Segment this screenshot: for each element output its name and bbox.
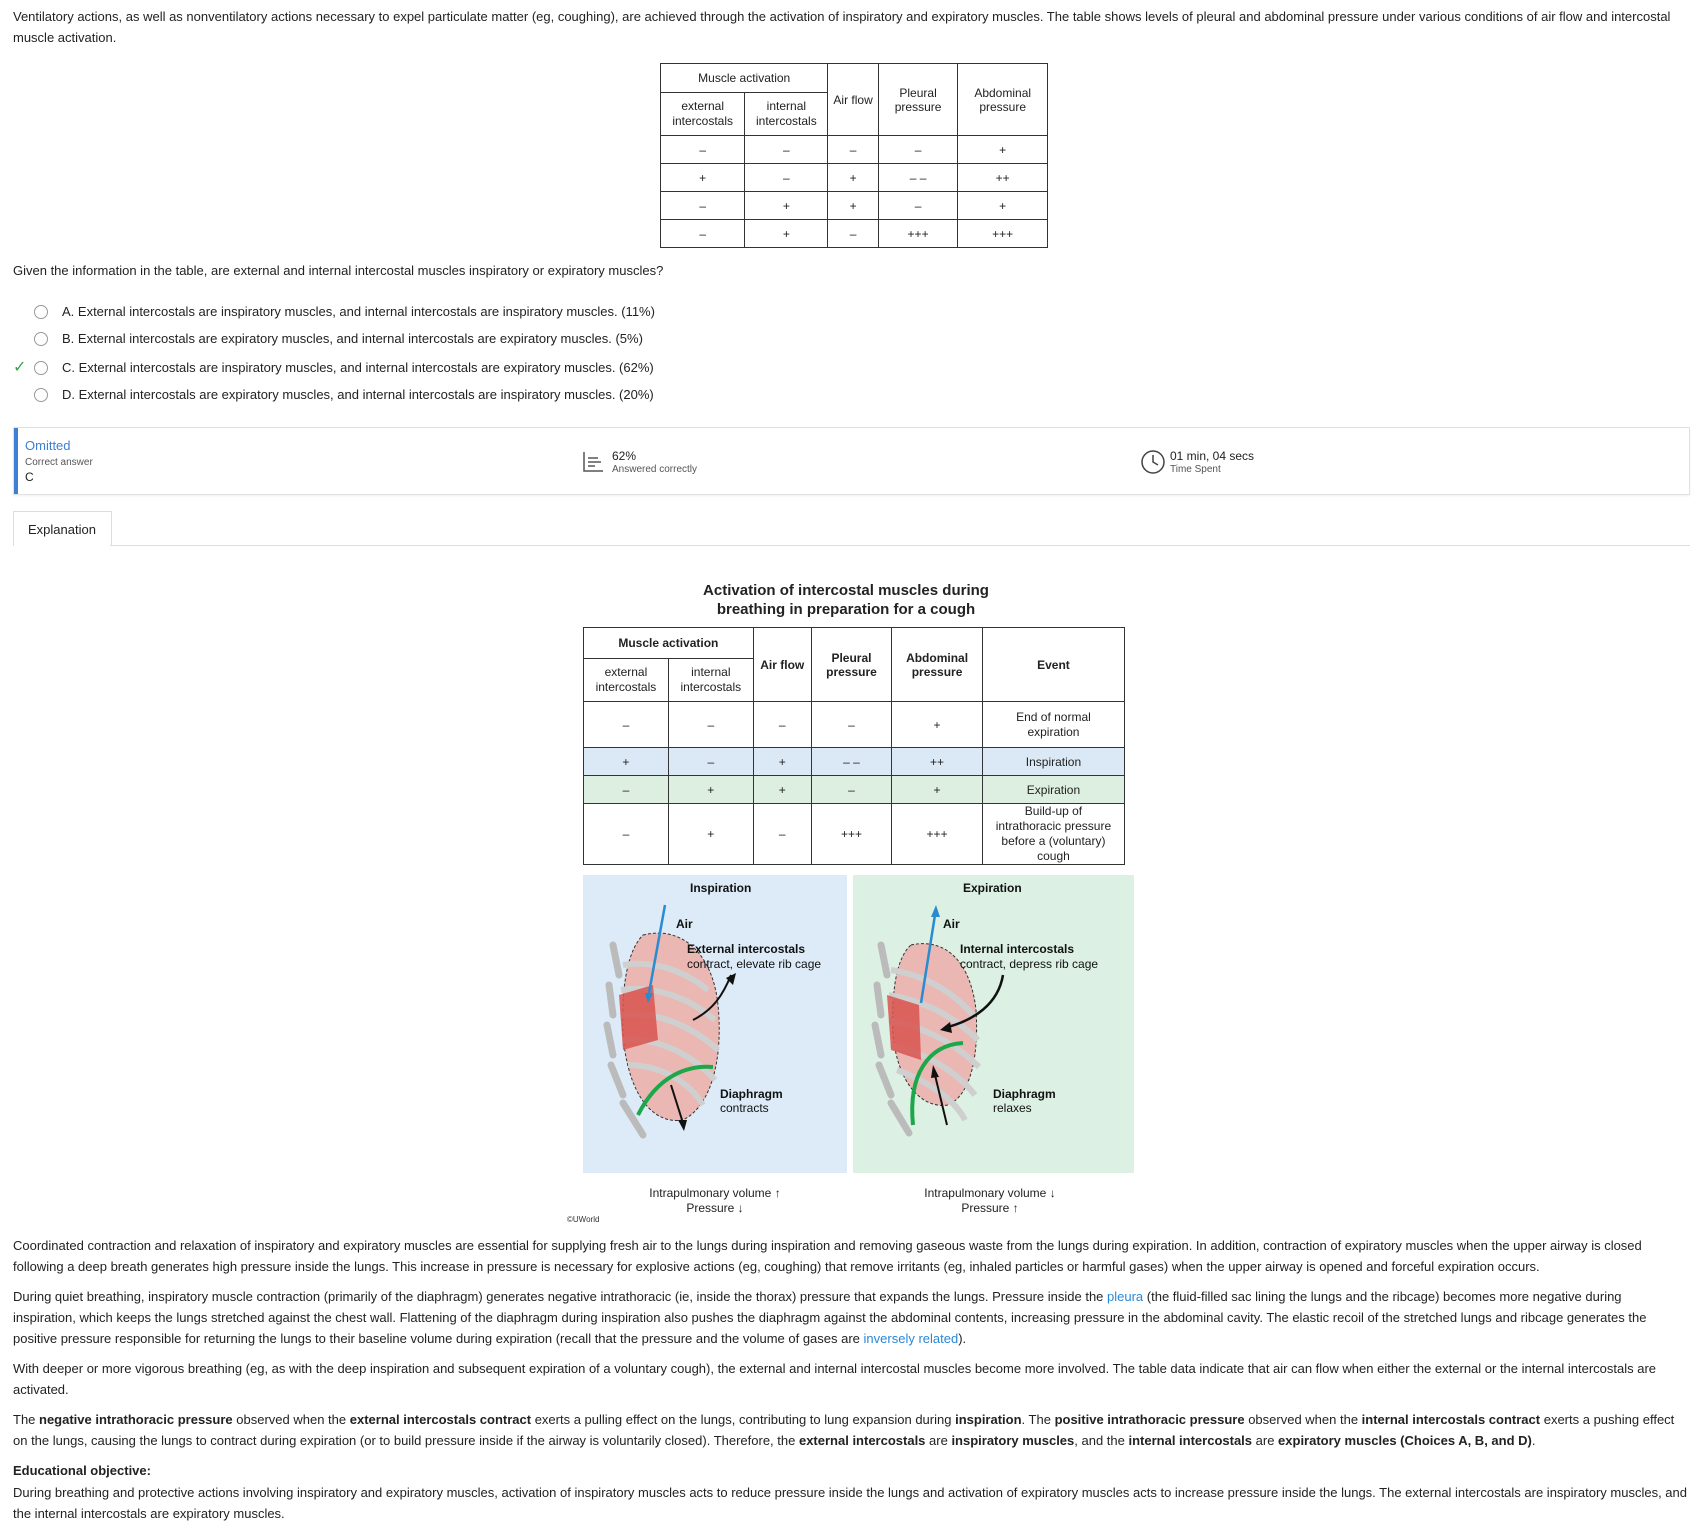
choice-text: D. External intercostals are expiratory muscles, and internal intercostals are inspiratory muscles. (20%) [62, 387, 654, 402]
percent-correct: 62% [612, 449, 637, 463]
diaphragm-label: Diaphragm [720, 1087, 783, 1101]
table-cell: + [668, 804, 753, 865]
table-cell: – [661, 192, 745, 220]
ribcage-illustration [583, 875, 847, 1173]
text-run: exerts a pulling effect on the lungs, contributing to lung expansion during [531, 1412, 956, 1427]
figure-title-line: breathing in preparation for a cough [716, 601, 976, 618]
question-stem: Ventilatory actions, as well as nonventilatory actions necessary to expel particulate matter (eg, coughing), are achieved through the activation of inspiratory and expiratory muscles. The table shows levels of pleural and abdominal pressure under various conditions of air flow and intercostal muscle activation. [13, 9, 1671, 45]
choice-text: A. External intercostals are inspiratory muscles, and internal intercostals are inspiratory muscles. (11%) [62, 304, 655, 319]
air-label: Air [676, 917, 693, 931]
air-flow-header: Air flow [828, 64, 878, 136]
result-bar [13, 427, 1690, 495]
table-cell: + [753, 776, 811, 804]
internal-intercostals-header: internal intercostals [745, 93, 828, 136]
explanation-paragraph [13, 1409, 1688, 1451]
muscle-activation-header: Muscle activation [584, 628, 754, 659]
explanation-paragraph: With deeper or more vigorous breathing (eg, as with the deep inspiration and subsequent expiration of a voluntary cough), the external and internal intercostal muscles become more involved. The table data indicate that air can flow when either the external or the internal intercostals are activated. [13, 1361, 1657, 1397]
expiration-title: Expiration [963, 881, 1022, 895]
table-cell: ++ [958, 164, 1048, 192]
table-cell: + [661, 164, 745, 192]
table-cell: – [811, 702, 891, 748]
radio-button[interactable] [34, 305, 48, 319]
pleural-pressure-header: Pleural pressure [878, 64, 958, 136]
bold-run: internal intercostals contract [1361, 1412, 1541, 1427]
abdominal-pressure-header: Abdominal pressure [892, 628, 983, 702]
pleural-pressure-header: Pleural pressure [811, 628, 891, 702]
table-cell: – [584, 776, 669, 804]
diaphragm-label: Diaphragm [993, 1087, 1056, 1101]
radio-button[interactable] [34, 332, 48, 346]
bold-run: external intercostals [798, 1433, 926, 1448]
event-cell: End of normal expiration [982, 702, 1124, 748]
bold-run: inspiration [955, 1412, 1022, 1427]
correct-answer-value: C [25, 470, 34, 484]
text-run: are [925, 1433, 952, 1448]
result-accent [14, 428, 18, 494]
table-row [661, 220, 1048, 248]
air-flow-header: Air flow [753, 628, 811, 702]
tab-explanation[interactable] [13, 511, 112, 546]
choice-b[interactable] [34, 331, 643, 346]
table-cell: – [811, 776, 891, 804]
text-run: . [1531, 1433, 1536, 1448]
inspiration-panel [583, 875, 847, 1173]
table-cell: + [745, 192, 828, 220]
table-cell: + [753, 748, 811, 776]
diaphragm-action: contracts [720, 1101, 769, 1115]
table-cell: – [878, 192, 958, 220]
text-run: During quiet breathing, inspiratory muscle contraction (primarily of the diaphragm) generates negative intrathoracic (ie, inside the thorax) pressure that expands the lungs. Pressure inside the [13, 1289, 1108, 1304]
muscle-activation-header: Muscle activation [661, 64, 828, 93]
inversely-related-link[interactable]: inversely related [863, 1331, 959, 1346]
choice-text: C. External intercostals are inspiratory muscles, and internal intercostals are expiratory muscles. (62%) [62, 360, 654, 375]
table-cell: – [828, 220, 878, 248]
table-cell: + [745, 220, 828, 248]
bold-run: internal intercostals [1128, 1433, 1253, 1448]
bold-run: negative intrathoracic pressure [39, 1412, 233, 1427]
text-run: ). [958, 1331, 967, 1346]
bold-run: positive intrathoracic pressure [1054, 1412, 1245, 1427]
event-cell: Expiration [982, 776, 1124, 804]
external-intercostals-header: external intercostals [661, 93, 745, 136]
check-icon: ✓ [13, 359, 27, 376]
result-status: Omitted [25, 438, 71, 453]
table-row [661, 136, 1048, 164]
radio-button[interactable] [34, 361, 48, 375]
text-run: exerts a pushing effect on the lungs, causing the lungs to contract during expiration (or to build pressure inside if the airway is voluntarily closed). Therefore, the [13, 1412, 1675, 1448]
table-cell: + [828, 164, 878, 192]
choice-d[interactable] [34, 387, 654, 402]
table-row [584, 702, 1125, 748]
table-cell: +++ [958, 220, 1048, 248]
event-header: Event [982, 628, 1124, 702]
table-cell: – [878, 136, 958, 164]
text-run: are [1252, 1433, 1279, 1448]
explanation-paragraph [13, 1286, 1688, 1349]
text-run: The [13, 1412, 40, 1427]
percent-correct-label: Answered correctly [612, 464, 698, 475]
table-cell: – – [878, 164, 958, 192]
time-spent-label: Time Spent [1170, 464, 1221, 475]
volume-caption: Intrapulmonary volume ↓ [924, 1186, 1056, 1200]
question-text: Given the information in the table, are external and internal intercostal muscles inspiratory or expiratory muscles? [13, 263, 664, 278]
air-label: Air [943, 917, 960, 931]
figure-title [596, 581, 1096, 619]
explanation-paragraph: Coordinated contraction and relaxation of inspiratory and expiratory muscles are essential for supplying fresh air to the lungs during inspiration and removing gaseous waste from the lungs during expiration. In addition, contraction of expiratory muscles when the upper airway is closed following a deep breath generates high pressure inside the lungs. This increase in pressure is necessary for explosive actions (eg, coughing) that remove irritants (eg, inhaled particles or harmful gases) when the upper airway is opened and forceful expiration occurs. [13, 1238, 1642, 1274]
table-row [584, 804, 1125, 865]
table-row-expiration [584, 776, 1125, 804]
table-cell: – – [811, 748, 891, 776]
table-cell: – [661, 136, 745, 164]
diaphragm-action: relaxes [993, 1101, 1032, 1115]
expiration-caption [895, 1186, 1085, 1216]
text-run: , and the [1074, 1433, 1129, 1448]
table-cell: – [584, 804, 669, 865]
table-cell: + [958, 136, 1048, 164]
table-cell: – [753, 702, 811, 748]
ribcage-illustration [853, 875, 1134, 1173]
radio-button[interactable] [34, 388, 48, 402]
table-cell: + [958, 192, 1048, 220]
bold-run: external intercostals contract [349, 1412, 532, 1427]
external-intercostals-label: External intercostals [687, 942, 806, 956]
copyright: ©UWorld [567, 1215, 600, 1224]
table-cell: + [668, 776, 753, 804]
text-run: observed when the [1244, 1412, 1362, 1427]
external-intercostals-header: external intercostals [584, 659, 669, 702]
table-cell: + [892, 702, 983, 748]
objective-title: Educational objective: [13, 1463, 151, 1478]
time-spent: 01 min, 04 secs [1170, 449, 1255, 463]
text-run: . The [1021, 1412, 1055, 1427]
clock-icon [1140, 449, 1166, 475]
tab-label: Explanation [28, 522, 96, 537]
bold-run: inspiratory muscles [951, 1433, 1075, 1448]
table-cell: +++ [892, 804, 983, 865]
table-cell: + [892, 776, 983, 804]
table-cell: + [828, 192, 878, 220]
question-table [660, 63, 1048, 248]
choice-a[interactable] [34, 304, 655, 319]
figure-table [583, 627, 1125, 865]
volume-caption: Intrapulmonary volume ↑ [649, 1186, 781, 1200]
inspiration-caption [620, 1186, 810, 1216]
table-cell: – [668, 702, 753, 748]
table-row-inspiration [584, 748, 1125, 776]
event-cell: Inspiration [982, 748, 1124, 776]
internal-intercostals-header: internal intercostals [668, 659, 753, 702]
table-cell: – [584, 702, 669, 748]
pressure-caption: Pressure ↓ [686, 1201, 744, 1215]
bold-run: expiratory muscles (Choices A, B, and D) [1278, 1433, 1532, 1448]
objective-text: During breathing and protective actions involving inspiratory and expiratory muscles, activation of inspiratory muscles acts to reduce pressure inside the lungs and activation of expiratory muscles acts to increase pressure inside the lungs. The external intercostals are inspiratory muscles, and the internal intercostals are expiratory muscles. [13, 1485, 1687, 1521]
abdominal-pressure-header: Abdominal pressure [958, 64, 1048, 136]
table-cell: – [745, 164, 828, 192]
choice-text: B. External intercostals are expiratory muscles, and internal intercostals are expiratory muscles. (5%) [62, 331, 643, 346]
figure-title-line: Activation of intercostal muscles during [703, 582, 989, 599]
text-run: observed when the [232, 1412, 350, 1427]
table-cell: ++ [892, 748, 983, 776]
table-cell: +++ [878, 220, 958, 248]
choice-c[interactable] [34, 360, 654, 375]
bar-chart-icon [581, 450, 605, 474]
table-cell: – [668, 748, 753, 776]
table-cell: +++ [811, 804, 891, 865]
pressure-caption: Pressure ↑ [961, 1201, 1019, 1215]
tab-divider [110, 545, 1690, 546]
external-intercostals-action: contract, elevate rib cage [687, 957, 822, 971]
table-row [661, 192, 1048, 220]
expiration-panel [853, 875, 1134, 1173]
table-cell: – [753, 804, 811, 865]
correct-answer-label: Correct answer [25, 457, 93, 468]
table-cell: – [828, 136, 878, 164]
pleura-link[interactable]: pleura [1107, 1289, 1144, 1304]
text-run: (the fluid-filled sac lining the lungs and the ribcage) becomes more negative during inspiration, which keeps the lungs stretched against the chest wall. Flattening of the diaphragm during inspiration also pushes the diaphragm against the abdominal contents, increasing pressure in the abdominal cavity. The elastic recoil of the stretched lungs and ribcage generates the positive pressure responsible for returning the lungs to their baseline volume during expiration (recall that the pressure and the volume of gases are [13, 1289, 1647, 1346]
table-cell: – [661, 220, 745, 248]
table-row [661, 164, 1048, 192]
table-cell: – [745, 136, 828, 164]
inspiration-title: Inspiration [690, 881, 752, 895]
internal-intercostals-action: contract, depress rib cage [960, 957, 1099, 971]
event-cell: Build-up of intrathoracic pressure before a (voluntary) cough [982, 804, 1124, 865]
table-cell: + [584, 748, 669, 776]
internal-intercostals-label: Internal intercostals [960, 942, 1075, 956]
